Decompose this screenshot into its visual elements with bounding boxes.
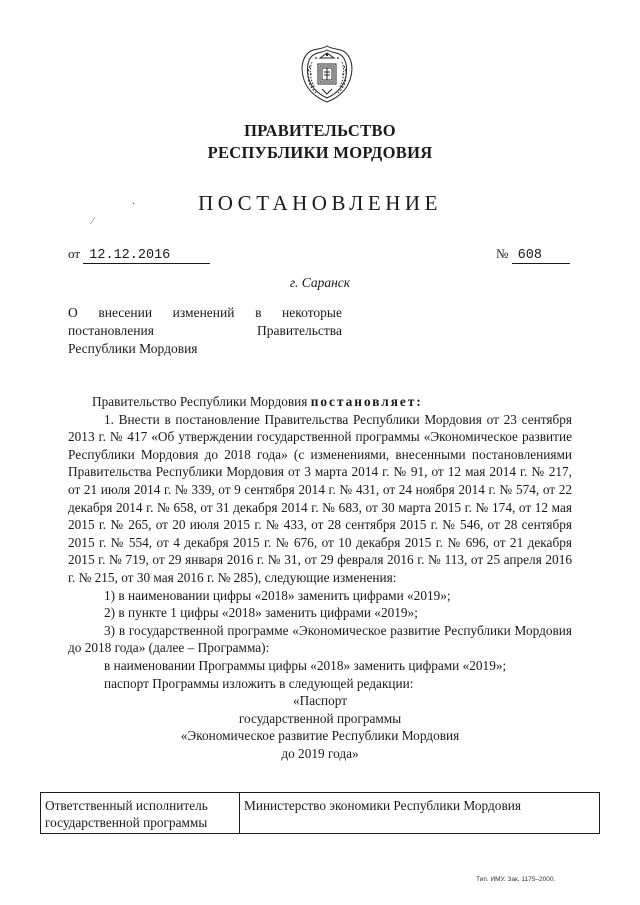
intro-paragraph	[68, 393, 572, 411]
number-prefix: №	[496, 246, 509, 261]
document-subject	[68, 304, 342, 358]
print-mark: Тип. ИМУ. Зак. 1175–2000.	[476, 876, 556, 883]
intro-verb: постановляет:	[310, 394, 423, 409]
subject-line: О внесении изменений в некоторые	[68, 305, 342, 320]
passport-heading	[68, 692, 572, 762]
coat-of-arms-emblem	[298, 44, 356, 104]
table-cell-label: Ответственный исполнитель государственной программы	[41, 793, 240, 834]
date-value: 12.12.2016	[83, 249, 210, 264]
passport-table	[40, 792, 600, 834]
city-label: г. Саранск	[289, 275, 351, 290]
government-name-line2: РЕСПУБЛИКИ МОРДОВИЯ	[207, 143, 433, 162]
subject-line: Республики Мордовия	[68, 341, 198, 356]
scan-mark: ⁄	[92, 216, 94, 227]
document-type-title: ПОСТАНОВЛЕНИЕ	[198, 191, 442, 215]
subject-line: постановления Правительства	[68, 323, 342, 338]
document-date	[68, 246, 210, 264]
body-paragraph: паспорт Программы изложить в следующей редакции:	[104, 675, 414, 691]
body-paragraph: в наименовании Программы цифры «2018» заменить цифрами «2019»;	[104, 657, 507, 673]
body-paragraph: 2) в пункте 1 цифры «2018» заменить цифрами «2019»;	[104, 605, 418, 621]
table-cell-value: Министерство экономики Республики Мордовия	[240, 793, 600, 834]
body-paragraph: 1) в наименовании цифры «2018» заменить цифрами «2019»;	[104, 587, 451, 603]
body-paragraph: 3) в государственной программе «Экономическое развитие Республики Мордовия до 2018 года» (далее – Программа):	[68, 622, 572, 656]
intro-text: Правительство Республики Мордовия	[92, 394, 311, 409]
date-prefix: от	[68, 246, 81, 261]
scan-mark: ·	[132, 199, 136, 210]
passport-heading-line: «Экономическое развитие Республики Мордовия	[180, 728, 460, 744]
passport-heading-line: «Паспорт	[292, 693, 348, 709]
government-name-line1: ПРАВИТЕЛЬСТВО	[244, 121, 396, 140]
document-number	[496, 246, 570, 264]
passport-heading-line: государственной программы	[238, 710, 402, 726]
body-paragraph: 1. Внести в постановление Правительства Республики Мордовия от 23 сентября 2013 г. № 417 «Об утверждении государственной программы «Экономическое развитие Республики Мордовия до 2018 года» (с изменениями, внесенными постановлениями Правительства Республики Мордовия от 3 марта 2014 г. № 91, от 12 мая 2014 г. № 217, от 21 июля 2014 г. № 339, от 9 сентября 2014 г. № 431, от 24 ноября 2014 г. № 574, от 22 декабря 2014 г. № 658, от 31 декабря 2014 г. № 683, от 30 марта 2015 г. № 174, от 12 мая 2015 г. № 265, от 20 июля 2015 г. № 433, от 28 сентября 2015 г. № 546, от 28 сентября 2015 г. № 554, от 4 декабря 2015 г. № 676, от 10 декабря 2015 г. № 696, от 21 декабря 2015 г. № 719, от 29 января 2016 г. № 31, от 29 февраля 2016 г. № 113, от 25 апреля 2016 г. № 215, от 30 мая 2016 г. № 285), следующие изменения:	[68, 411, 572, 585]
table-row	[41, 793, 600, 834]
number-value: 608	[512, 249, 570, 264]
document-body	[68, 393, 572, 762]
passport-heading-line: до 2019 года»	[281, 745, 359, 761]
